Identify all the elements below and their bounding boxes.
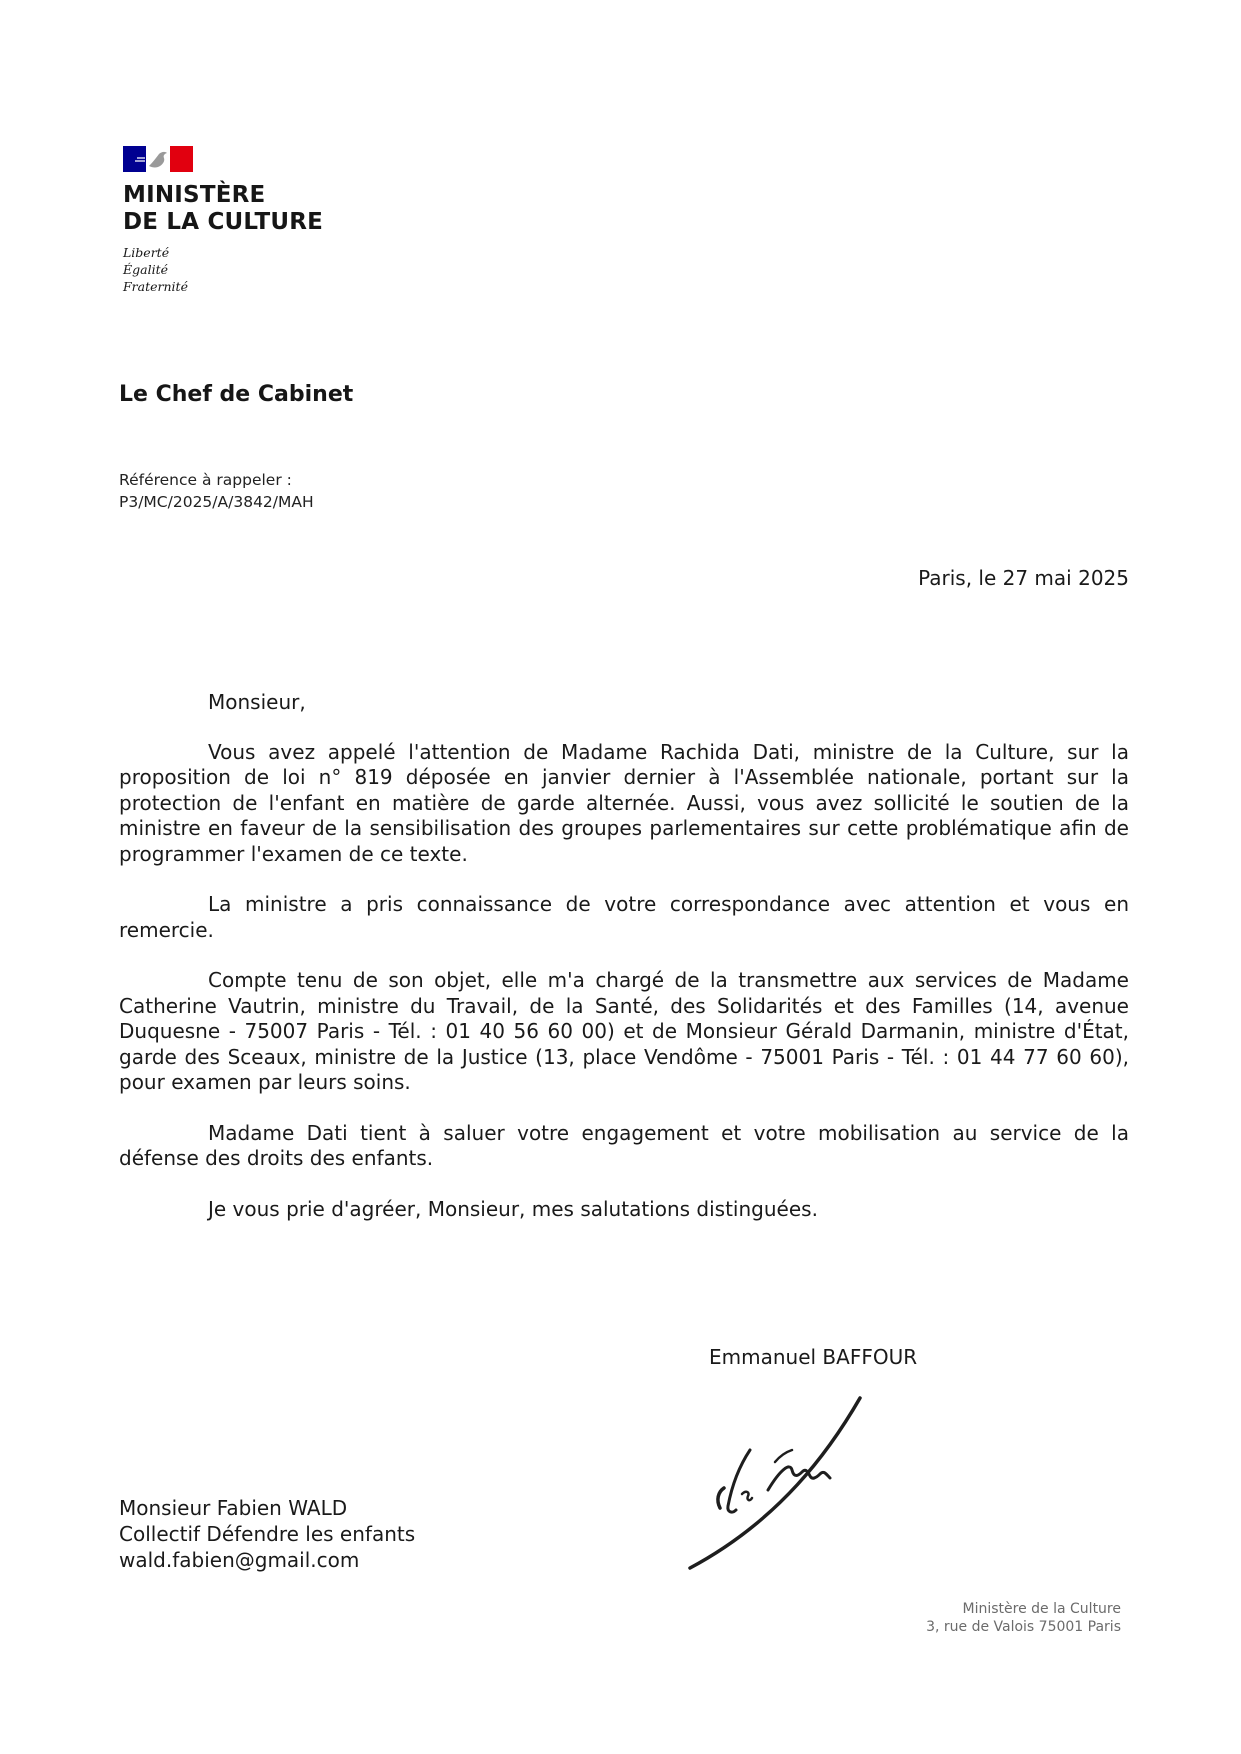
recipient-email: wald.fabien@gmail.com: [119, 1548, 360, 1572]
motto-fraternite: Fraternité: [123, 279, 188, 294]
letter-body: [119, 690, 1129, 1247]
footer-line-2: 3, rue de Valois 75001 Paris: [926, 1619, 1121, 1635]
sender-title: Le Chef de Cabinet: [119, 382, 354, 407]
ministry-line-1: MINISTÈRE: [123, 182, 266, 208]
footer-line-1: Ministère de la Culture: [962, 1601, 1121, 1617]
recipient-block: [119, 1495, 415, 1573]
greeting: Monsieur,: [208, 690, 306, 714]
paragraph-3: Compte tenu de son objet, elle m'a chargé de la transmettre aux services de Madame Catherine Vautrin, ministre du Travail, de la Santé, des Solidarités et des Familles (14, avenue Duquesne - 75007 Paris - Tél. : 01 40 56 60 00) et de Monsieur Gérald Darmanin, ministre d'État, garde des Sceaux, ministre de la Justice (13, place Vendôme - 75001 Paris - Tél. : 01 44 77 60 60), pour examen par leurs soins.: [119, 968, 1129, 1094]
paragraph-4: Madame Dati tient à saluer votre engagement et votre mobilisation au service de la défense des droits des enfants.: [119, 1120, 1129, 1170]
ministry-logo: [123, 146, 343, 295]
republic-motto: [123, 244, 343, 295]
motto-liberte: Liberté: [123, 245, 170, 260]
reference-code: P3/MC/2025/A/3842/MAH: [119, 493, 314, 511]
paragraph-2: La ministre a pris connaissance de votre correspondance avec attention et vous en remercie.: [119, 892, 1129, 942]
motto-egalite: Égalité: [123, 262, 168, 277]
letter-date: Paris, le 27 mai 2025: [918, 566, 1129, 590]
paragraph-5: Je vous prie d'agréer, Monsieur, mes salutations distinguées.: [208, 1196, 818, 1221]
footer-address: [926, 1600, 1121, 1636]
marianne-flag-icon: [123, 146, 193, 172]
reference-block: [119, 469, 314, 513]
ministry-name: [123, 182, 343, 236]
reference-label: Référence à rappeler :: [119, 471, 292, 489]
signer-name: Emmanuel BAFFOUR: [709, 1345, 918, 1369]
recipient-name: Monsieur Fabien WALD: [119, 1496, 348, 1520]
ministry-line-2: DE LA CULTURE: [123, 209, 324, 235]
recipient-organization: Collectif Défendre les enfants: [119, 1522, 416, 1546]
handwritten-signature: [680, 1390, 880, 1580]
paragraph-1: Vous avez appelé l'attention de Madame Rachida Dati, ministre de la Culture, sur la proposition de loi n° 819 déposée en janvier dernier à l'Assemblée nationale, portant sur la protection de l'enfant en matière de garde alternée. Aussi, vous avez sollicité le soutien de la ministre en faveur de la sensibilisation des groupes parlementaires sur cette problématique afin de programmer l'examen de ce texte.: [119, 739, 1129, 866]
